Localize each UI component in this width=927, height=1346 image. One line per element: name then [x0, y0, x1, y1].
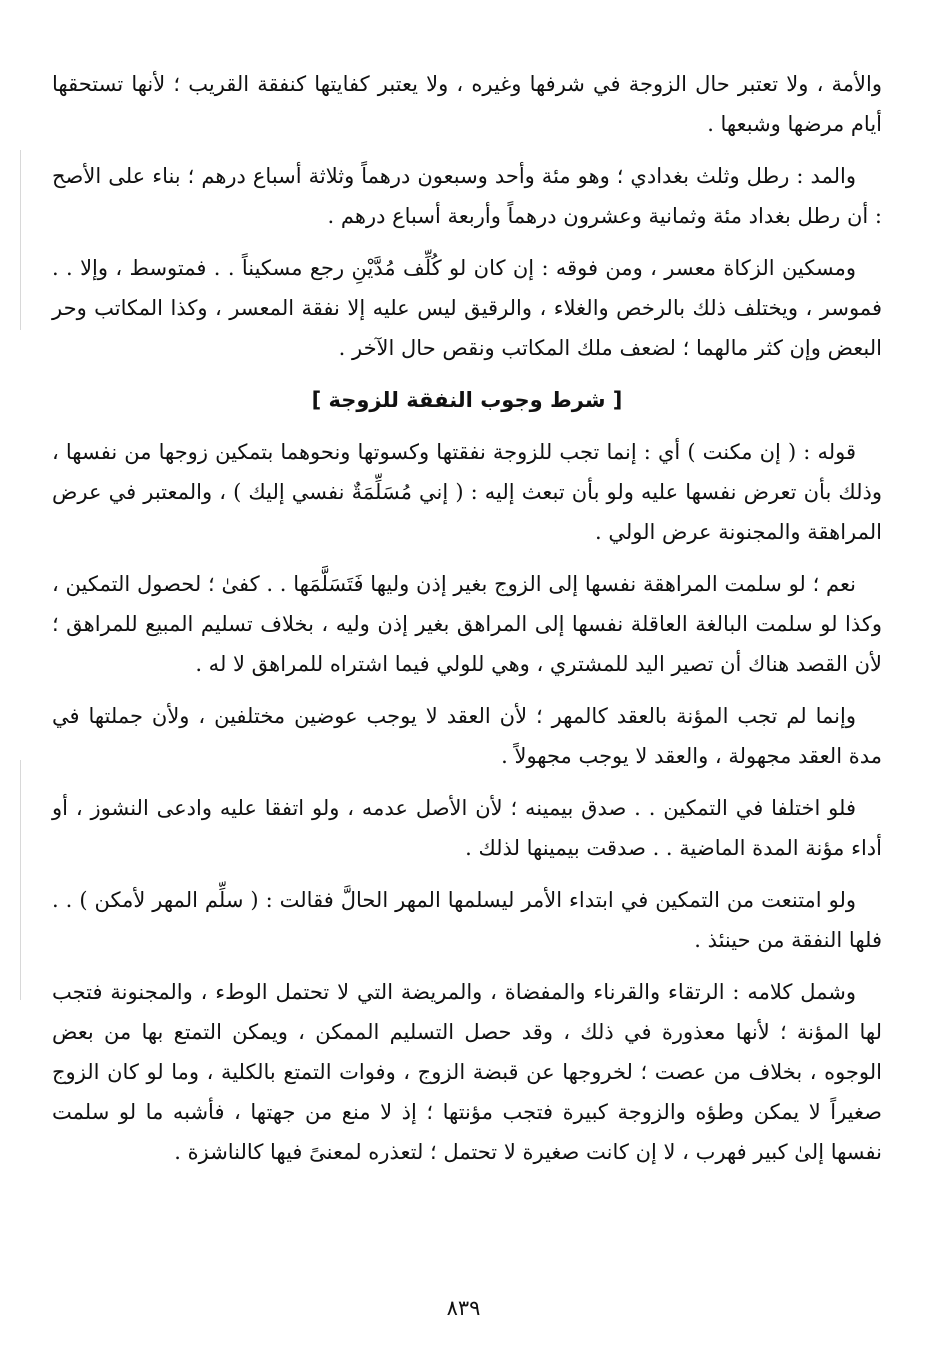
paragraph: والأمة ، ولا تعتبر حال الزوجة في شرفها وغيره ، ولا يعتبر كفايتها كنفقة القريب ؛ لأنها تستحقها أيام مرضها وشبعها .	[52, 72, 882, 136]
scan-edge-mark	[20, 760, 21, 1000]
paragraph: ولو امتنعت من التمكين في ابتداء الأمر ليسلمها المهر الحالَّ فقالت : ( سلِّم المهر لأمكن ) . . فلها النفقة من حينئذ .	[52, 888, 882, 952]
paragraph: وشمل كلامه : الرتقاء والقرناء والمفضاة ، والمريضة التي لا تحتمل الوطء ، والمجنونة فتجب لها المؤنة ؛ لأنها معذورة في ذلك ، وقد حصل التسليم الممكن ، ويمكن التمتع بها من بعض الوجوه ، بخلاف من عصت ؛ لخروجها عن قبضة الزوج ، وفوات التمتع بالكلية ، وما لو كان الزوج صغيراً لا يمكن وطؤه والزوجة كبيرة فتجب مؤنتها ؛ إذ لا منع من جهتها ، فأشبه ما لو سلمت نفسها إلىٰ كبير فهرب ، لا إن كانت صغيرة لا تحتمل ؛ لتعذره لمعنىً فيها كالناشزة .	[52, 980, 882, 1164]
paragraph: فلو اختلفا في التمكين . . صدق بيمينه ؛ لأن الأصل عدمه ، ولو اتفقا عليه وادعى النشوز ، أو أداء مؤنة المدة الماضية . . صدقت بيمينها لذلك .	[52, 796, 882, 860]
page-number: ٨٣٩	[446, 1296, 481, 1320]
paragraph: وإنما لم تجب المؤنة بالعقد كالمهر ؛ لأن العقد لا يوجب عوضين مختلفين ، ولأن جملتها في مدة العقد مجهولة ، والعقد لا يوجب مجهولاً .	[52, 704, 882, 768]
paragraph: ومسكين الزكاة معسر ، ومن فوقه : إن كان لو كُلِّف مُدَّيْنِ رجع مسكيناً . . فمتوسط ، وإلا . . فموسر ، ويختلف ذلك بالرخص والغلاء ، والرقيق ليس عليه إلا نفقة المعسر ، وكذا المكاتب وحر البعض وإن كثر مالهما ؛ لضعف ملك المكاتب ونقص حال الآخر .	[52, 256, 882, 360]
paragraph: نعم ؛ لو سلمت المراهقة نفسها إلى الزوج بغير إذن وليها فَتَسَلَّمَها . . كفىٰ ؛ لحصول التمكين ، وكذا لو سلمت البالغة العاقلة نفسها إلى المراهق بغير إذن وليه ، بخلاف تسليم المبيع للمراهق ؛ لأن القصد هناك أن تصير اليد للمشتري ، وهي للولي فيما اشتراه للمراهق لا له .	[52, 572, 882, 676]
page-body	[52, 64, 882, 1184]
section-heading: [ شرط وجوب النفقة للزوجة ]	[311, 388, 623, 412]
paragraph: قوله : ( إن مكنت ) أي : إنما تجب للزوجة نفقتها وكسوتها ونحوهما بتمكين زوجها من نفسها ، وذلك بأن تعرض نفسها عليه ولو بأن تبعث إليه : ( إني مُسَلِّمَةٌ نفسي إليك ) ، والمعتبر في عرض المراهقة والمجنونة عرض الولي .	[52, 440, 882, 544]
scan-edge-mark	[20, 150, 21, 330]
paragraph: والمد : رطل وثلث بغدادي ؛ وهو مئة وأحد وسبعون درهماً وثلاثة أسباع درهم ؛ بناء على الأصح : أن رطل بغداد مئة وثمانية وعشرون درهماً وأربعة أسباع درهم .	[52, 164, 882, 228]
